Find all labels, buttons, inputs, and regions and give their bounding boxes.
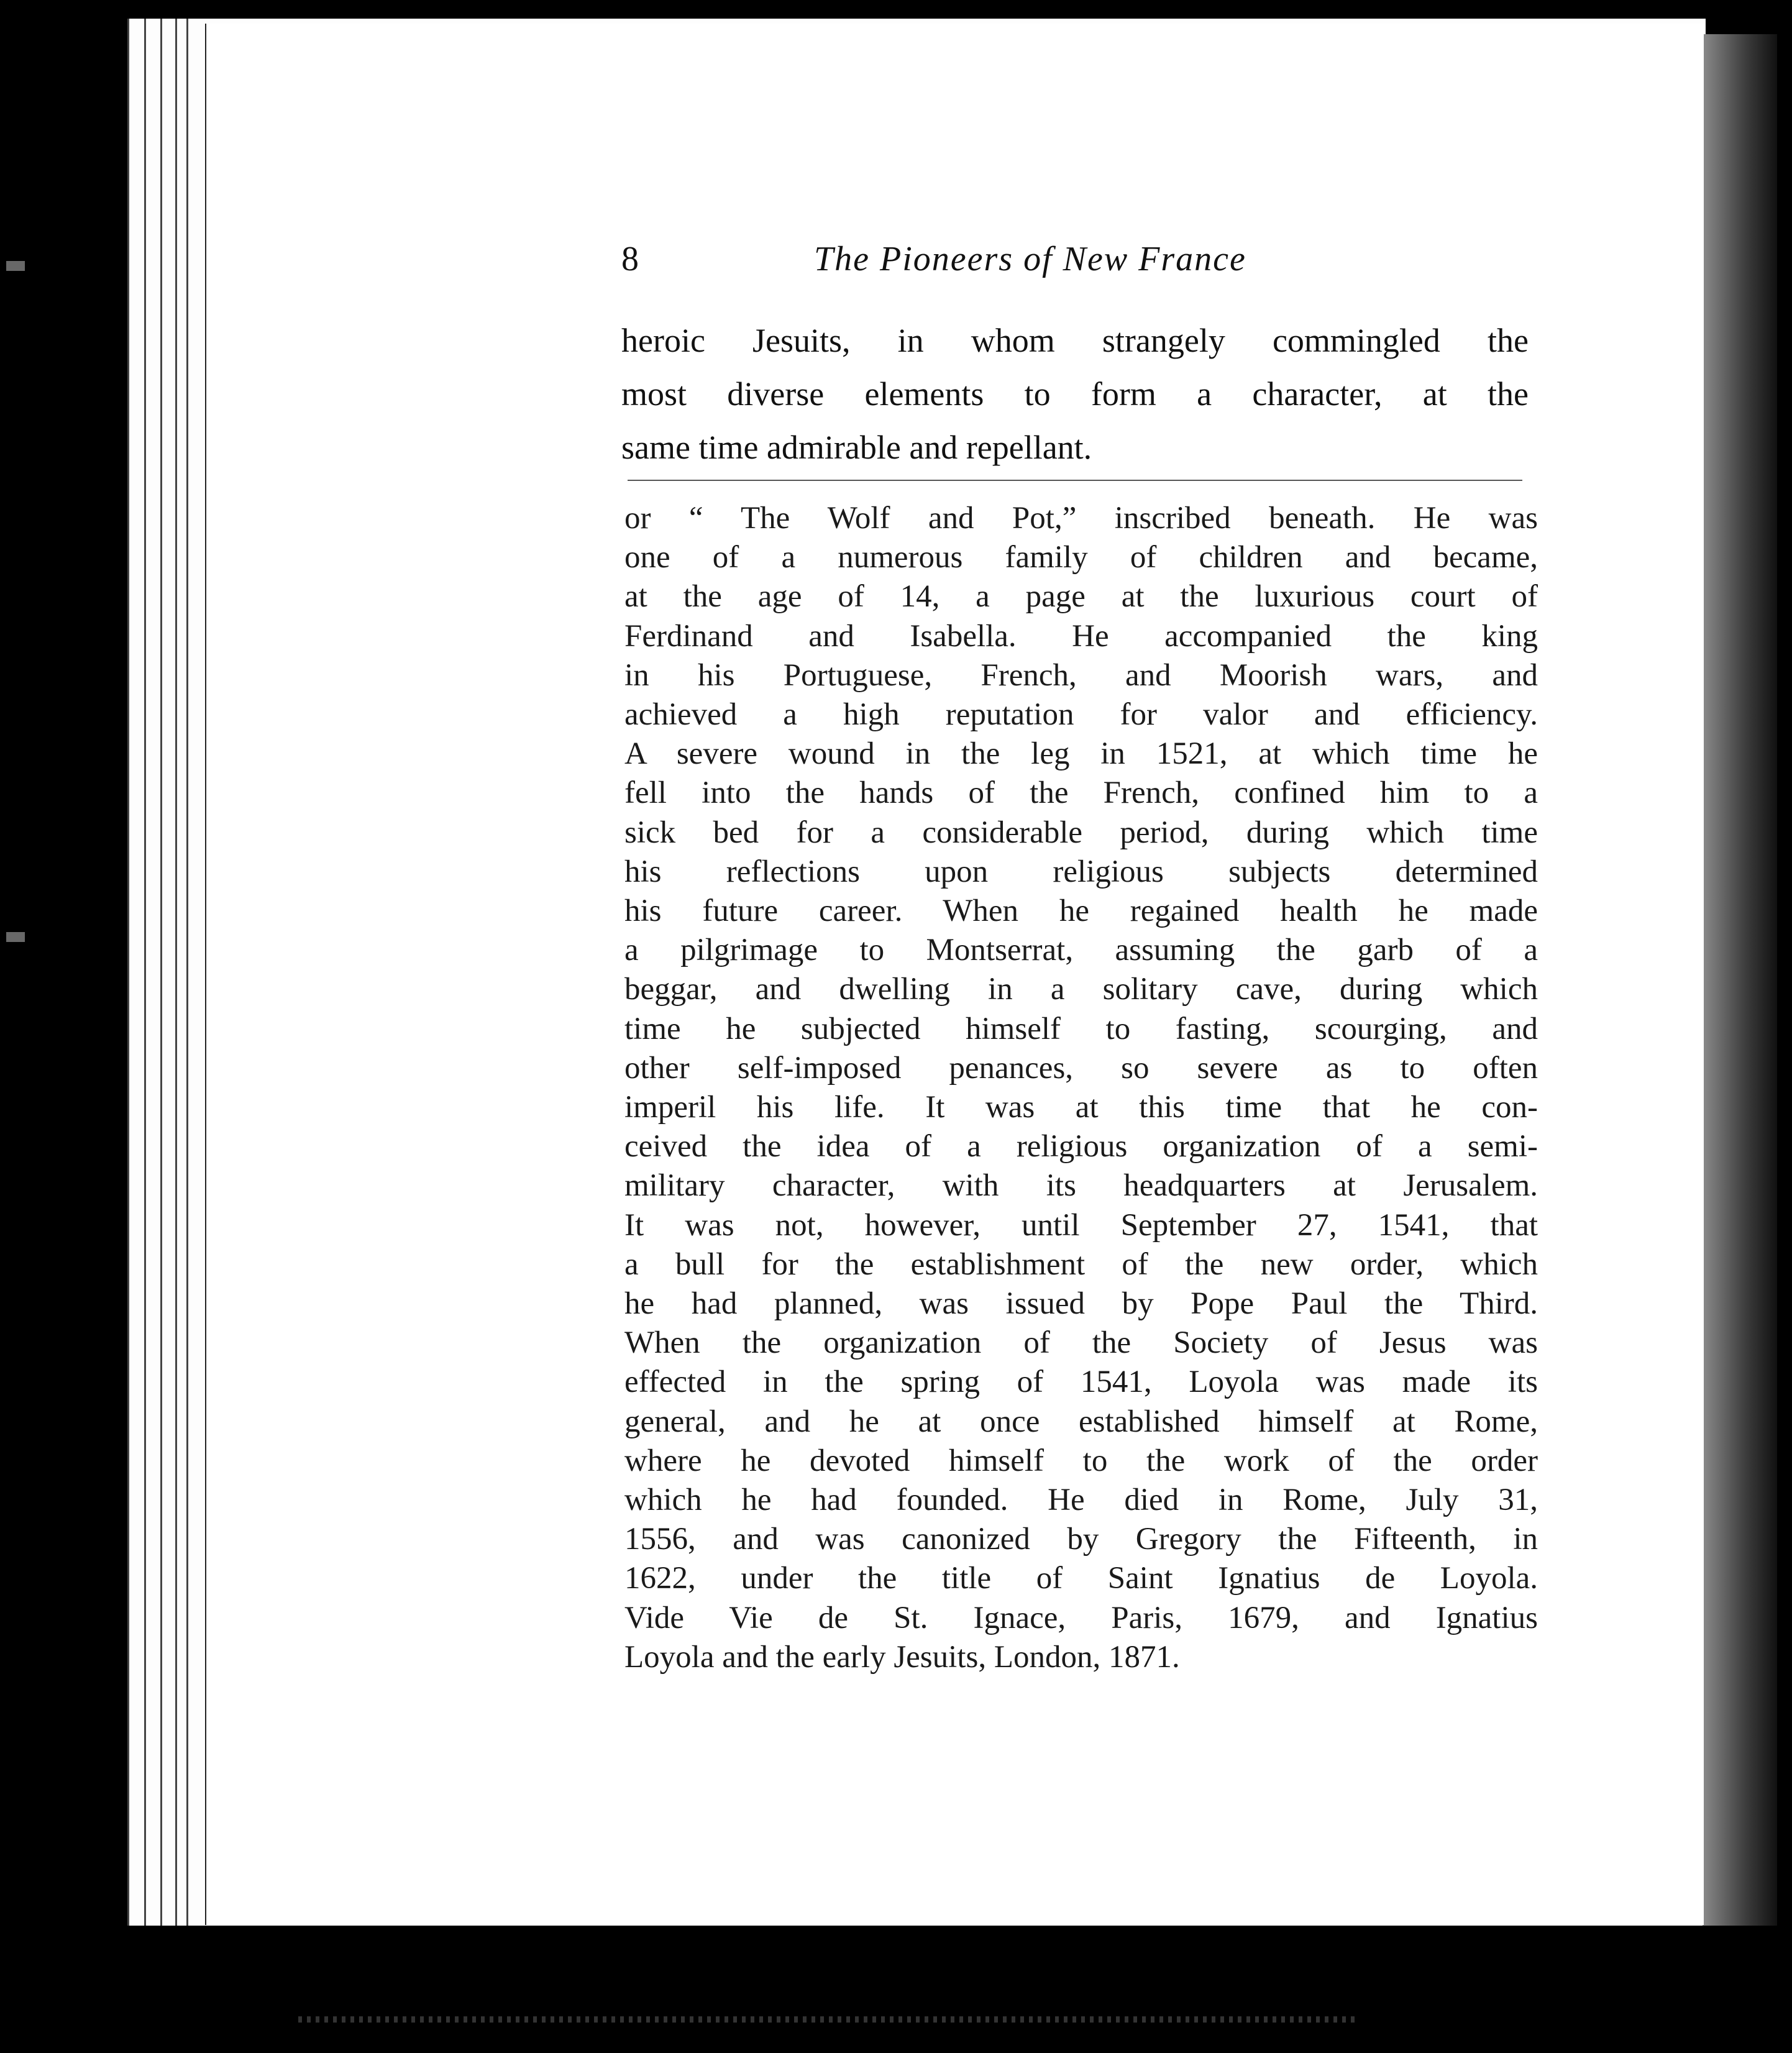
footnote-line: sick bed for a considerable period, during which time xyxy=(624,815,1538,850)
footnote-line: Ferdinand and Isabella. He accompanied the king xyxy=(624,618,1538,654)
footnote-line: his reflections upon religious subjects determined xyxy=(624,854,1538,889)
footnote-line: Loyola and the early Jesuits, London, 1871. xyxy=(624,1639,1180,1675)
footnote-line: 1622, under the title of Saint Ignatius de Loyola. xyxy=(624,1561,1538,1596)
footnote-divider xyxy=(628,480,1522,481)
page-number: 8 xyxy=(621,240,639,278)
text-line: heroic Jesuits, in whom strangely commingled the xyxy=(621,322,1529,359)
footnote-line: imperil his life. It was at this time that he con- xyxy=(624,1090,1538,1125)
footnote-line: he had planned, was issued by Pope Paul the Third. xyxy=(624,1286,1538,1322)
footnote-line: effected in the spring of 1541, Loyola was made its xyxy=(624,1365,1538,1400)
footnote-line: beggar, and dwelling in a solitary cave, during which xyxy=(624,972,1538,1007)
footnote-line: where he devoted himself to the work of the order xyxy=(624,1443,1538,1478)
text-line: most diverse elements to form a character, at the xyxy=(621,375,1529,413)
footnote-line: in his Portuguese, French, and Moorish wars, and xyxy=(624,657,1538,693)
scan-speck xyxy=(6,932,25,942)
binding-gutter-shadow xyxy=(1703,34,1777,1926)
footnote-line: military character, with its headquarters at Jerusalem. xyxy=(624,1168,1538,1204)
scan-speck xyxy=(6,261,25,271)
footnote-line: ceived the idea of a religious organization of a semi- xyxy=(624,1129,1538,1164)
main-text-block xyxy=(621,314,1529,474)
footnote-line: It was not, however, until September 27, 1541, that xyxy=(624,1207,1538,1243)
footnote-line: a pilgrimage to Montserrat, assuming the garb of a xyxy=(624,933,1538,968)
footnote-line: 1556, and was canonized by Gregory the Fifteenth, in xyxy=(624,1522,1538,1557)
running-title: The Pioneers of New France xyxy=(814,240,1246,278)
footnote-line: achieved a high reputation for valor and efficiency. xyxy=(624,697,1538,733)
footnote-line: Vide Vie de St. Ignace, Paris, 1679, and Ignatius xyxy=(624,1600,1538,1635)
footnote-line: his future career. When he regained health he made xyxy=(624,894,1538,929)
page-bottom-fringe xyxy=(298,2016,1355,2023)
footnote-line: one of a numerous family of children and became, xyxy=(624,540,1538,575)
footnote-block xyxy=(624,499,1538,1677)
footnote-line: which he had founded. He died in Rome, July 31, xyxy=(624,1483,1538,1518)
footnote-line: at the age of 14, a page at the luxurious court of xyxy=(624,579,1538,615)
text-line: same time admirable and repellant. xyxy=(621,429,1092,466)
running-head xyxy=(621,239,1336,283)
footnote-line: time he subjected himself to fasting, scourging, and xyxy=(624,1011,1538,1046)
footnote-line: or “ The Wolf and Pot,” inscribed beneath. He was xyxy=(624,501,1538,536)
footnote-line: other self-imposed penances, so severe as to often xyxy=(624,1050,1538,1086)
footnote-line: general, and he at once established himself at Rome, xyxy=(624,1404,1538,1439)
footnote-line: fell into the hands of the French, confined him to a xyxy=(624,775,1538,811)
footnote-line: a bull for the establishment of the new order, which xyxy=(624,1246,1538,1282)
footnote-line: A severe wound in the leg in 1521, at which time he xyxy=(624,736,1538,772)
footnote-line: When the organization of the Society of Jesus was xyxy=(624,1325,1538,1361)
